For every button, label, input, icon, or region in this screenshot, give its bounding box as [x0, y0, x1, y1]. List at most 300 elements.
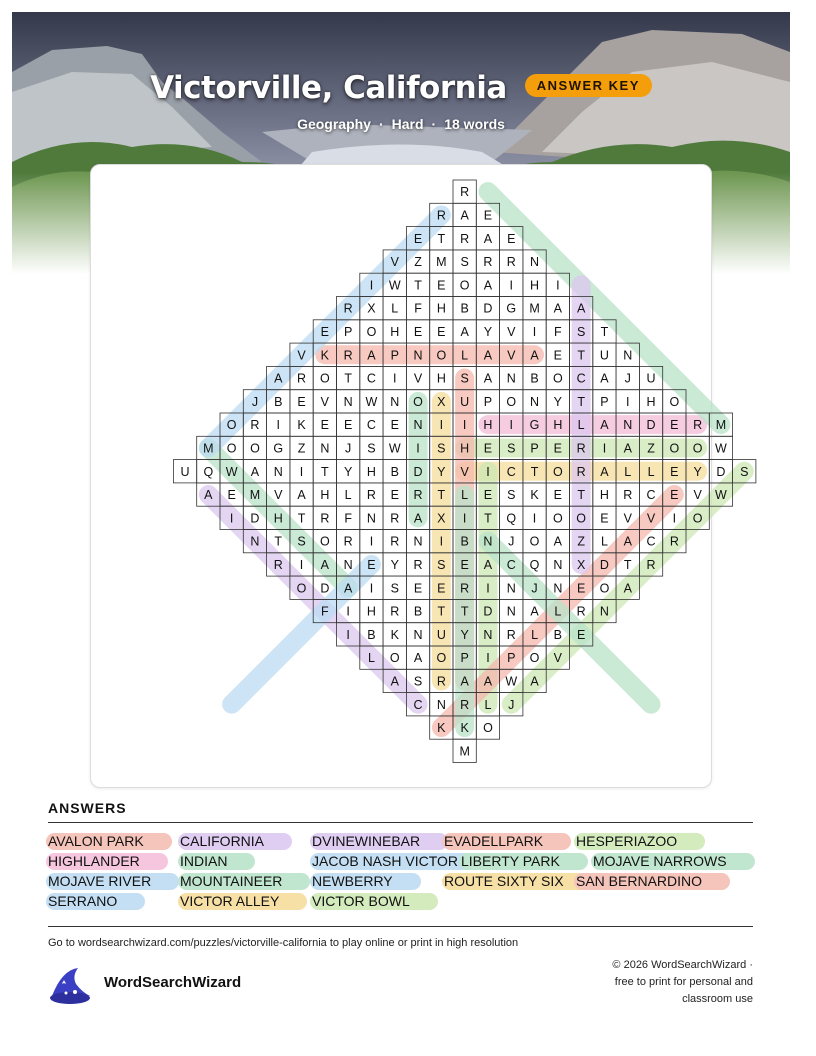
grid-letter: W — [505, 674, 518, 689]
grid-letter: I — [369, 534, 374, 549]
grid-letter: A — [623, 441, 632, 456]
answer-item — [444, 873, 564, 890]
title-row — [12, 70, 790, 106]
grid-letter: T — [577, 348, 585, 363]
grid-letter: S — [460, 255, 469, 270]
grid-letter: S — [460, 371, 469, 386]
grid-letter: N — [343, 394, 353, 409]
grid-letter: A — [483, 231, 493, 246]
grid-letter: O — [389, 651, 400, 666]
grid-letter: N — [413, 348, 423, 363]
grid-letter: Y — [437, 464, 446, 479]
grid-letter: S — [297, 534, 306, 549]
grid-letter: A — [390, 674, 399, 689]
grid-letter: W — [715, 488, 727, 503]
grid-letter: L — [647, 464, 655, 479]
grid-letter: O — [319, 534, 330, 549]
grid-letter: P — [483, 394, 493, 409]
grid-letter: I — [229, 511, 234, 526]
grid-letter: E — [413, 324, 423, 339]
grid-letter: N — [436, 697, 446, 712]
answer-item — [312, 853, 458, 870]
brand-name: WordSearchWizard — [104, 974, 242, 991]
grid-letter: E — [413, 231, 423, 246]
grid-letter: J — [531, 581, 538, 596]
grid-letter: Y — [553, 394, 563, 409]
grid-letter: I — [439, 418, 444, 433]
grid-letter: K — [297, 418, 306, 433]
grid-letter: R — [413, 557, 423, 572]
grid-letter: N — [483, 534, 493, 549]
grid-letter: S — [437, 441, 446, 456]
grid-letter: K — [437, 721, 446, 736]
answer-item — [180, 873, 282, 890]
grid-letter: C — [506, 464, 516, 479]
brand[interactable] — [48, 966, 242, 1002]
grid-letter: B — [460, 301, 469, 316]
grid-letter: N — [343, 557, 353, 572]
grid-letter: E — [390, 488, 399, 503]
grid-letter: I — [462, 511, 467, 526]
grid-letter: H — [390, 324, 400, 339]
grid-letter: V — [507, 348, 516, 363]
grid-letter: O — [552, 464, 563, 479]
answer-label: EVADELLPARK — [444, 833, 544, 849]
grid-letter: B — [367, 627, 376, 642]
grid-letter: K — [390, 627, 399, 642]
grid-letter: I — [439, 534, 444, 549]
grid-letter: N — [599, 604, 609, 619]
grid-letter: P — [530, 441, 539, 456]
grid-letter: S — [413, 674, 423, 689]
grid-letter: G — [529, 418, 540, 433]
grid-letter: Y — [693, 464, 702, 479]
copyright-notice — [553, 957, 753, 1008]
answer-item — [48, 853, 140, 870]
grid-letter: O — [436, 348, 447, 363]
grid-letter: H — [436, 301, 446, 316]
answer-label: DVINEWINEBAR — [312, 833, 421, 849]
grid-letter: I — [416, 441, 420, 456]
grid-letter: N — [483, 627, 493, 642]
grid-letter: R — [390, 604, 400, 619]
grid-letter: R — [576, 441, 586, 456]
grid-letter: Z — [297, 441, 306, 456]
grid-letter: I — [509, 418, 513, 433]
grid-letter: O — [483, 721, 493, 736]
answer-item — [48, 893, 117, 910]
grid-letter: M — [529, 301, 540, 316]
answer-item — [180, 893, 279, 910]
grid-letter: N — [553, 557, 563, 572]
grid-letter: D — [250, 511, 260, 526]
grid-letter: O — [226, 441, 237, 456]
grid-letter: R — [460, 581, 470, 596]
grid-letter: O — [296, 581, 307, 596]
grid-letter: V — [320, 394, 330, 409]
grid-letter: E — [320, 418, 330, 433]
grid-letter: H — [553, 418, 563, 433]
grid-letter: R — [250, 418, 260, 433]
grid-letter: Y — [483, 324, 493, 339]
grid-letter: U — [460, 394, 470, 409]
page-title: Victorville, California — [150, 70, 507, 106]
grid-letter: O — [459, 278, 470, 293]
grid-letter: I — [393, 371, 397, 386]
grid-letter: N — [413, 418, 423, 433]
grid-letter: M — [203, 441, 214, 456]
grid-letter: A — [320, 557, 330, 572]
grid-letter: T — [577, 488, 585, 503]
grid-letter: O — [599, 581, 610, 596]
grid-letter: J — [508, 697, 515, 712]
grid-letter: P — [600, 394, 609, 409]
answer-label: HIGHLANDER — [48, 853, 140, 869]
grid-letter: W — [388, 278, 401, 293]
grid-letter: I — [346, 627, 350, 642]
grid-letter: A — [530, 348, 539, 363]
grid-letter: I — [626, 394, 630, 409]
grid-letter: E — [437, 581, 446, 596]
grid-letter: R — [343, 301, 353, 316]
answer-label: JACOB NASH VICTOR — [312, 853, 458, 869]
grid-letter: R — [576, 604, 586, 619]
footer-url-text: Go to wordsearchwizard.com/puzzles/victorville-california to play online or print in high resolution — [48, 937, 519, 949]
grid-letter: O — [506, 394, 517, 409]
answer-item — [593, 853, 727, 870]
grid-letter: A — [274, 371, 283, 386]
grid-letter: L — [344, 488, 352, 503]
grid-letter: N — [366, 511, 376, 526]
grid-letter: B — [413, 604, 423, 619]
grid-letter: A — [553, 301, 563, 316]
grid-letter: R — [273, 557, 283, 572]
grid-letter: J — [345, 441, 352, 456]
grid-letter: J — [508, 534, 515, 549]
grid-letter: C — [576, 371, 586, 386]
grid-letter: B — [553, 627, 563, 642]
grid-letter: O — [413, 394, 423, 409]
grid-letter: E — [553, 348, 563, 363]
grid-letter: F — [344, 511, 352, 526]
grid-letter: D — [483, 301, 493, 316]
answer-label: INDIAN — [180, 853, 228, 869]
grid-letter: V — [413, 371, 423, 386]
grid-letter: J — [251, 394, 259, 409]
grid-letter: I — [462, 418, 467, 433]
grid-letter: Q — [506, 511, 517, 526]
grid-letter: I — [509, 278, 513, 293]
grid-letter: C — [366, 418, 376, 433]
grid-letter: R — [460, 697, 470, 712]
grid-letter: L — [600, 534, 608, 549]
grid-letter: I — [299, 557, 304, 572]
grid-letter: H — [366, 604, 376, 619]
grid-letter: A — [483, 557, 493, 572]
grid-letter: T — [344, 371, 352, 386]
grid-letter: N — [250, 534, 260, 549]
grid-letter: N — [390, 394, 400, 409]
grid-letter: S — [576, 324, 586, 339]
grid-letter: E — [367, 557, 376, 572]
grid-letter: U — [436, 627, 446, 642]
grid-letter: K — [320, 348, 330, 363]
grid-letter: M — [459, 744, 470, 759]
grid-letter: R — [460, 231, 470, 246]
grid-letter: I — [369, 581, 374, 596]
grid-letter: R — [460, 185, 470, 200]
grid-letter: P — [343, 324, 353, 339]
grid-letter: S — [367, 441, 376, 456]
grid-letter: O — [692, 511, 703, 526]
answer-item — [312, 833, 420, 850]
grid-letter: T — [274, 534, 283, 549]
grid-letter: Y — [460, 627, 469, 642]
grid-letter: O — [552, 511, 563, 526]
answer-label: SAN BERNARDINO — [576, 873, 703, 889]
grid-letter: I — [346, 604, 350, 619]
answer-label: AVALON PARK — [48, 833, 144, 849]
grid-letter: G — [506, 301, 517, 316]
answer-label: MOUNTAINEER — [180, 873, 283, 889]
grid-letter: E — [320, 324, 330, 339]
grid-letter: X — [367, 301, 376, 316]
grid-letter: B — [390, 464, 399, 479]
grid-letter: L — [391, 301, 399, 316]
grid-letter: L — [554, 604, 562, 619]
grid-letter: E — [227, 488, 236, 503]
category-label: Geography — [297, 116, 371, 132]
copyright-line: © 2026 WordSearchWizard · — [612, 959, 753, 971]
grid-letter: H — [646, 394, 656, 409]
grid-letter: N — [320, 441, 330, 456]
grid-letter: H — [483, 418, 493, 433]
grid-letter: E — [437, 278, 446, 293]
footer-divider — [48, 926, 753, 927]
answer-label: SERRANO — [48, 893, 118, 909]
grid-letter: K — [460, 721, 469, 736]
grid-letter: Z — [577, 534, 585, 549]
grid-letter: A — [623, 534, 632, 549]
grid-letter: A — [530, 604, 539, 619]
grid-letter: R — [693, 418, 703, 433]
meta-separator: · — [378, 116, 384, 132]
grid-letter: E — [483, 208, 493, 223]
grid-letter: E — [553, 488, 563, 503]
grid-letter: R — [390, 511, 400, 526]
grid-letter: A — [343, 581, 353, 596]
puzzle-card — [90, 164, 749, 788]
grid-letter: E — [553, 441, 563, 456]
grid-letter: S — [390, 581, 399, 596]
grid-letter: A — [204, 488, 213, 503]
grid-letter: U — [180, 464, 190, 479]
grid-letter: E — [413, 581, 423, 596]
grid-letter: X — [576, 557, 586, 572]
grid-letter: T — [437, 231, 446, 246]
grid-letter: P — [507, 651, 516, 666]
grid-letter: A — [576, 301, 586, 316]
grid-letter: I — [532, 511, 537, 526]
grid-letter: R — [506, 627, 516, 642]
grid-letter: R — [483, 255, 493, 270]
grid-letter: O — [576, 511, 587, 526]
grid-letter: A — [367, 348, 376, 363]
meta-separator: · — [431, 116, 437, 132]
grid-letter: L — [577, 418, 585, 433]
grid-letter: T — [577, 394, 585, 409]
grid-letter: H — [273, 511, 283, 526]
answer-item — [48, 873, 151, 890]
grid-letter: N — [413, 534, 423, 549]
grid-letter: E — [600, 511, 609, 526]
grid-letter: Y — [343, 464, 353, 479]
grid-letter: V — [693, 488, 702, 503]
grid-letter: Z — [414, 255, 422, 270]
grid-letter: B — [274, 394, 283, 409]
answer-item — [576, 833, 677, 850]
grid-letter: U — [646, 371, 656, 386]
word-search-grid — [91, 165, 749, 787]
grid-letter: N — [506, 371, 516, 386]
grid-letter: O — [226, 418, 237, 433]
grid-letter: K — [530, 488, 539, 503]
grid-letter: D — [599, 557, 609, 572]
answer-label: HESPERIAZOO — [576, 833, 678, 849]
grid-letter: T — [530, 464, 539, 479]
answer-label: VICTOR ALLEY — [180, 893, 280, 909]
grid-letter: I — [369, 278, 374, 293]
answer-label: LIBERTY PARK — [461, 853, 560, 869]
grid-letter: M — [249, 488, 261, 503]
grid-letter: A — [460, 208, 469, 223]
grid-letter: N — [506, 581, 516, 596]
grid-letter: E — [670, 464, 679, 479]
grid-letter: W — [715, 441, 727, 456]
grid-letter: R — [297, 371, 307, 386]
grid-letter: T — [437, 488, 446, 503]
grid-letter: A — [483, 674, 493, 689]
grid-letter: O — [692, 441, 703, 456]
grid-letter: T — [437, 604, 446, 619]
grid-letter: T — [600, 324, 609, 339]
grid-letter: C — [646, 534, 656, 549]
grid-letter: N — [623, 348, 633, 363]
grid-letter: S — [740, 464, 749, 479]
grid-letter: A — [600, 371, 609, 386]
grid-letter: I — [602, 441, 607, 456]
answer-item — [461, 853, 560, 870]
grid-letter: N — [413, 627, 423, 642]
grid-letter: O — [436, 651, 447, 666]
grid-letter: N — [623, 418, 633, 433]
grid-letter: S — [437, 557, 446, 572]
grid-letter: O — [669, 394, 680, 409]
grid-letter: L — [531, 627, 539, 642]
grid-letter: N — [506, 604, 516, 619]
grid-letter: A — [297, 488, 306, 503]
grid-letter: D — [483, 604, 493, 619]
answer-label: MOJAVE RIVER — [48, 873, 152, 889]
grid-letter: H — [599, 488, 609, 503]
answer-item — [48, 833, 144, 850]
grid-letter: V — [390, 255, 399, 270]
grid-letter: A — [483, 348, 493, 363]
grid-letter: O — [529, 651, 540, 666]
grid-letter: W — [388, 441, 401, 456]
grid-letter: C — [506, 557, 516, 572]
grid-letter: R — [623, 488, 633, 503]
grid-letter: X — [437, 394, 446, 409]
answer-item — [180, 833, 264, 850]
grid-letter: R — [436, 674, 446, 689]
grid-letter: E — [670, 488, 679, 503]
grid-letter: V — [553, 651, 563, 666]
grid-letter: R — [390, 534, 400, 549]
grid-letter: R — [576, 464, 586, 479]
grid-letter: A — [483, 371, 493, 386]
grid-letter: L — [624, 464, 632, 479]
grid-letter: Q — [203, 464, 214, 479]
grid-letter: D — [646, 418, 656, 433]
grid-letter: A — [530, 674, 539, 689]
grid-letter: D — [716, 464, 726, 479]
copyright-line: free to print for personal and — [614, 976, 753, 988]
grid-letter: E — [576, 627, 586, 642]
grid-letter: T — [484, 511, 492, 526]
grid-letter: C — [413, 697, 423, 712]
grid-letter: S — [507, 488, 516, 503]
grid-letter: F — [321, 604, 329, 619]
answer-list — [48, 829, 753, 919]
grid-letter: E — [576, 581, 586, 596]
grid-letter: I — [276, 418, 280, 433]
grid-letter: M — [715, 418, 727, 433]
grid-letter: W — [225, 464, 238, 479]
grid-letter: A — [623, 581, 632, 596]
grid-letter: R — [343, 534, 353, 549]
grid-letter: O — [529, 534, 540, 549]
grid-letter: N — [530, 394, 540, 409]
grid-letter: Z — [647, 441, 655, 456]
puzzle-meta — [12, 116, 790, 132]
grid-letter: O — [250, 441, 260, 456]
grid-letter: Q — [529, 557, 540, 572]
grid-letter: H — [460, 441, 470, 456]
grid-letter: E — [483, 441, 493, 456]
grid-letter: J — [624, 371, 631, 386]
grid-letter: I — [486, 464, 490, 479]
grid-letter: Y — [390, 557, 399, 572]
grid-letter: T — [460, 604, 469, 619]
grid-letter: E — [507, 231, 516, 246]
grid-letter: A — [600, 464, 609, 479]
grid-letter: I — [299, 464, 304, 479]
grid-letter: E — [437, 324, 446, 339]
grid-letter: R — [506, 255, 516, 270]
grid-letter: T — [414, 278, 422, 293]
grid-letter: X — [437, 511, 446, 526]
grid-letter: T — [297, 511, 306, 526]
answer-label: CALIFORNIA — [180, 833, 265, 849]
grid-letter: O — [669, 441, 680, 456]
grid-letter: I — [532, 324, 537, 339]
grid-letter: V — [460, 464, 469, 479]
grid-letter: E — [297, 394, 306, 409]
grid-letter: V — [623, 511, 632, 526]
grid-letter: M — [436, 255, 447, 270]
grid-letter: O — [319, 371, 330, 386]
